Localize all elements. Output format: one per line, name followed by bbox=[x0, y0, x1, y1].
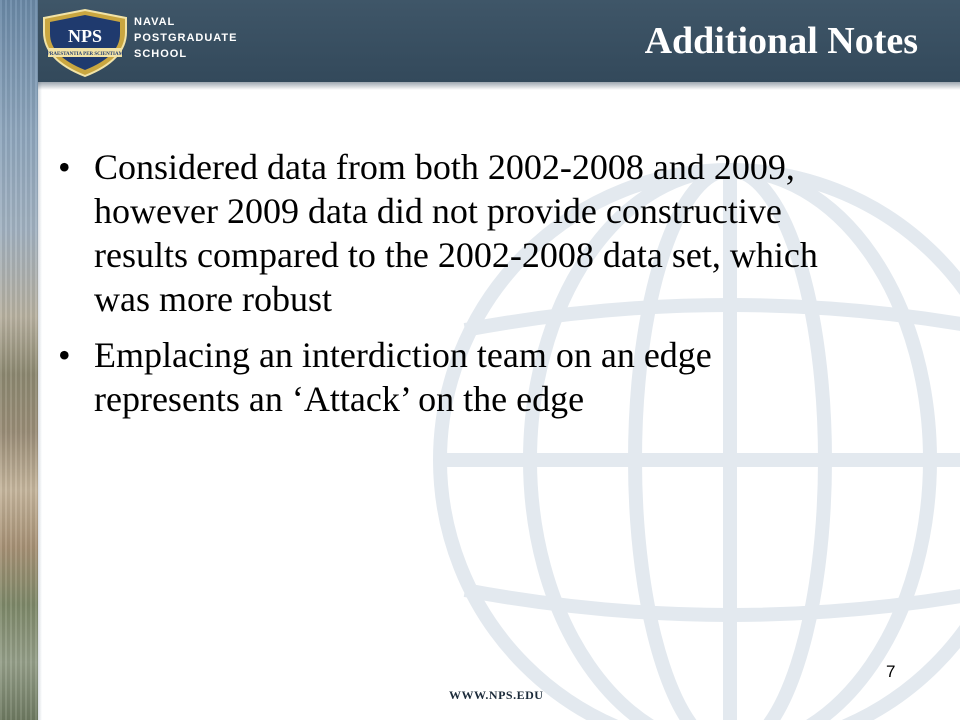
bullet-text: Considered data from both 2002-2008 and 2009, however 2009 data did not provide constructive results compared to the 2002-2008 data set, which was more robust bbox=[94, 147, 818, 319]
school-name-line: POSTGRADUATE bbox=[134, 32, 238, 44]
nps-shield-icon bbox=[40, 8, 130, 78]
photo-strip-edge bbox=[38, 0, 42, 720]
campus-photo-strip bbox=[0, 0, 38, 720]
slide-number: 7 bbox=[886, 662, 896, 681]
bullet-text: Emplacing an interdiction team on an edge represents an ‘Attack’ on the edge bbox=[94, 335, 712, 419]
school-name bbox=[134, 14, 237, 62]
bullet-marker: • bbox=[58, 147, 71, 187]
bullet-item bbox=[58, 145, 848, 321]
bullet-marker: • bbox=[58, 335, 71, 375]
bullet-item bbox=[58, 333, 848, 421]
logo-letters: NPS bbox=[67, 26, 103, 46]
header-shadow bbox=[38, 82, 960, 90]
slide-title: Additional Notes bbox=[644, 20, 918, 62]
bullet-list bbox=[58, 145, 848, 433]
school-name-line: SCHOOL bbox=[134, 48, 188, 60]
footer-url: WWW.NPS.EDU bbox=[449, 688, 544, 702]
school-name-line: NAVAL bbox=[134, 16, 176, 28]
logo-motto: PRAESTANTIA PER SCIENTIAM bbox=[46, 52, 124, 57]
